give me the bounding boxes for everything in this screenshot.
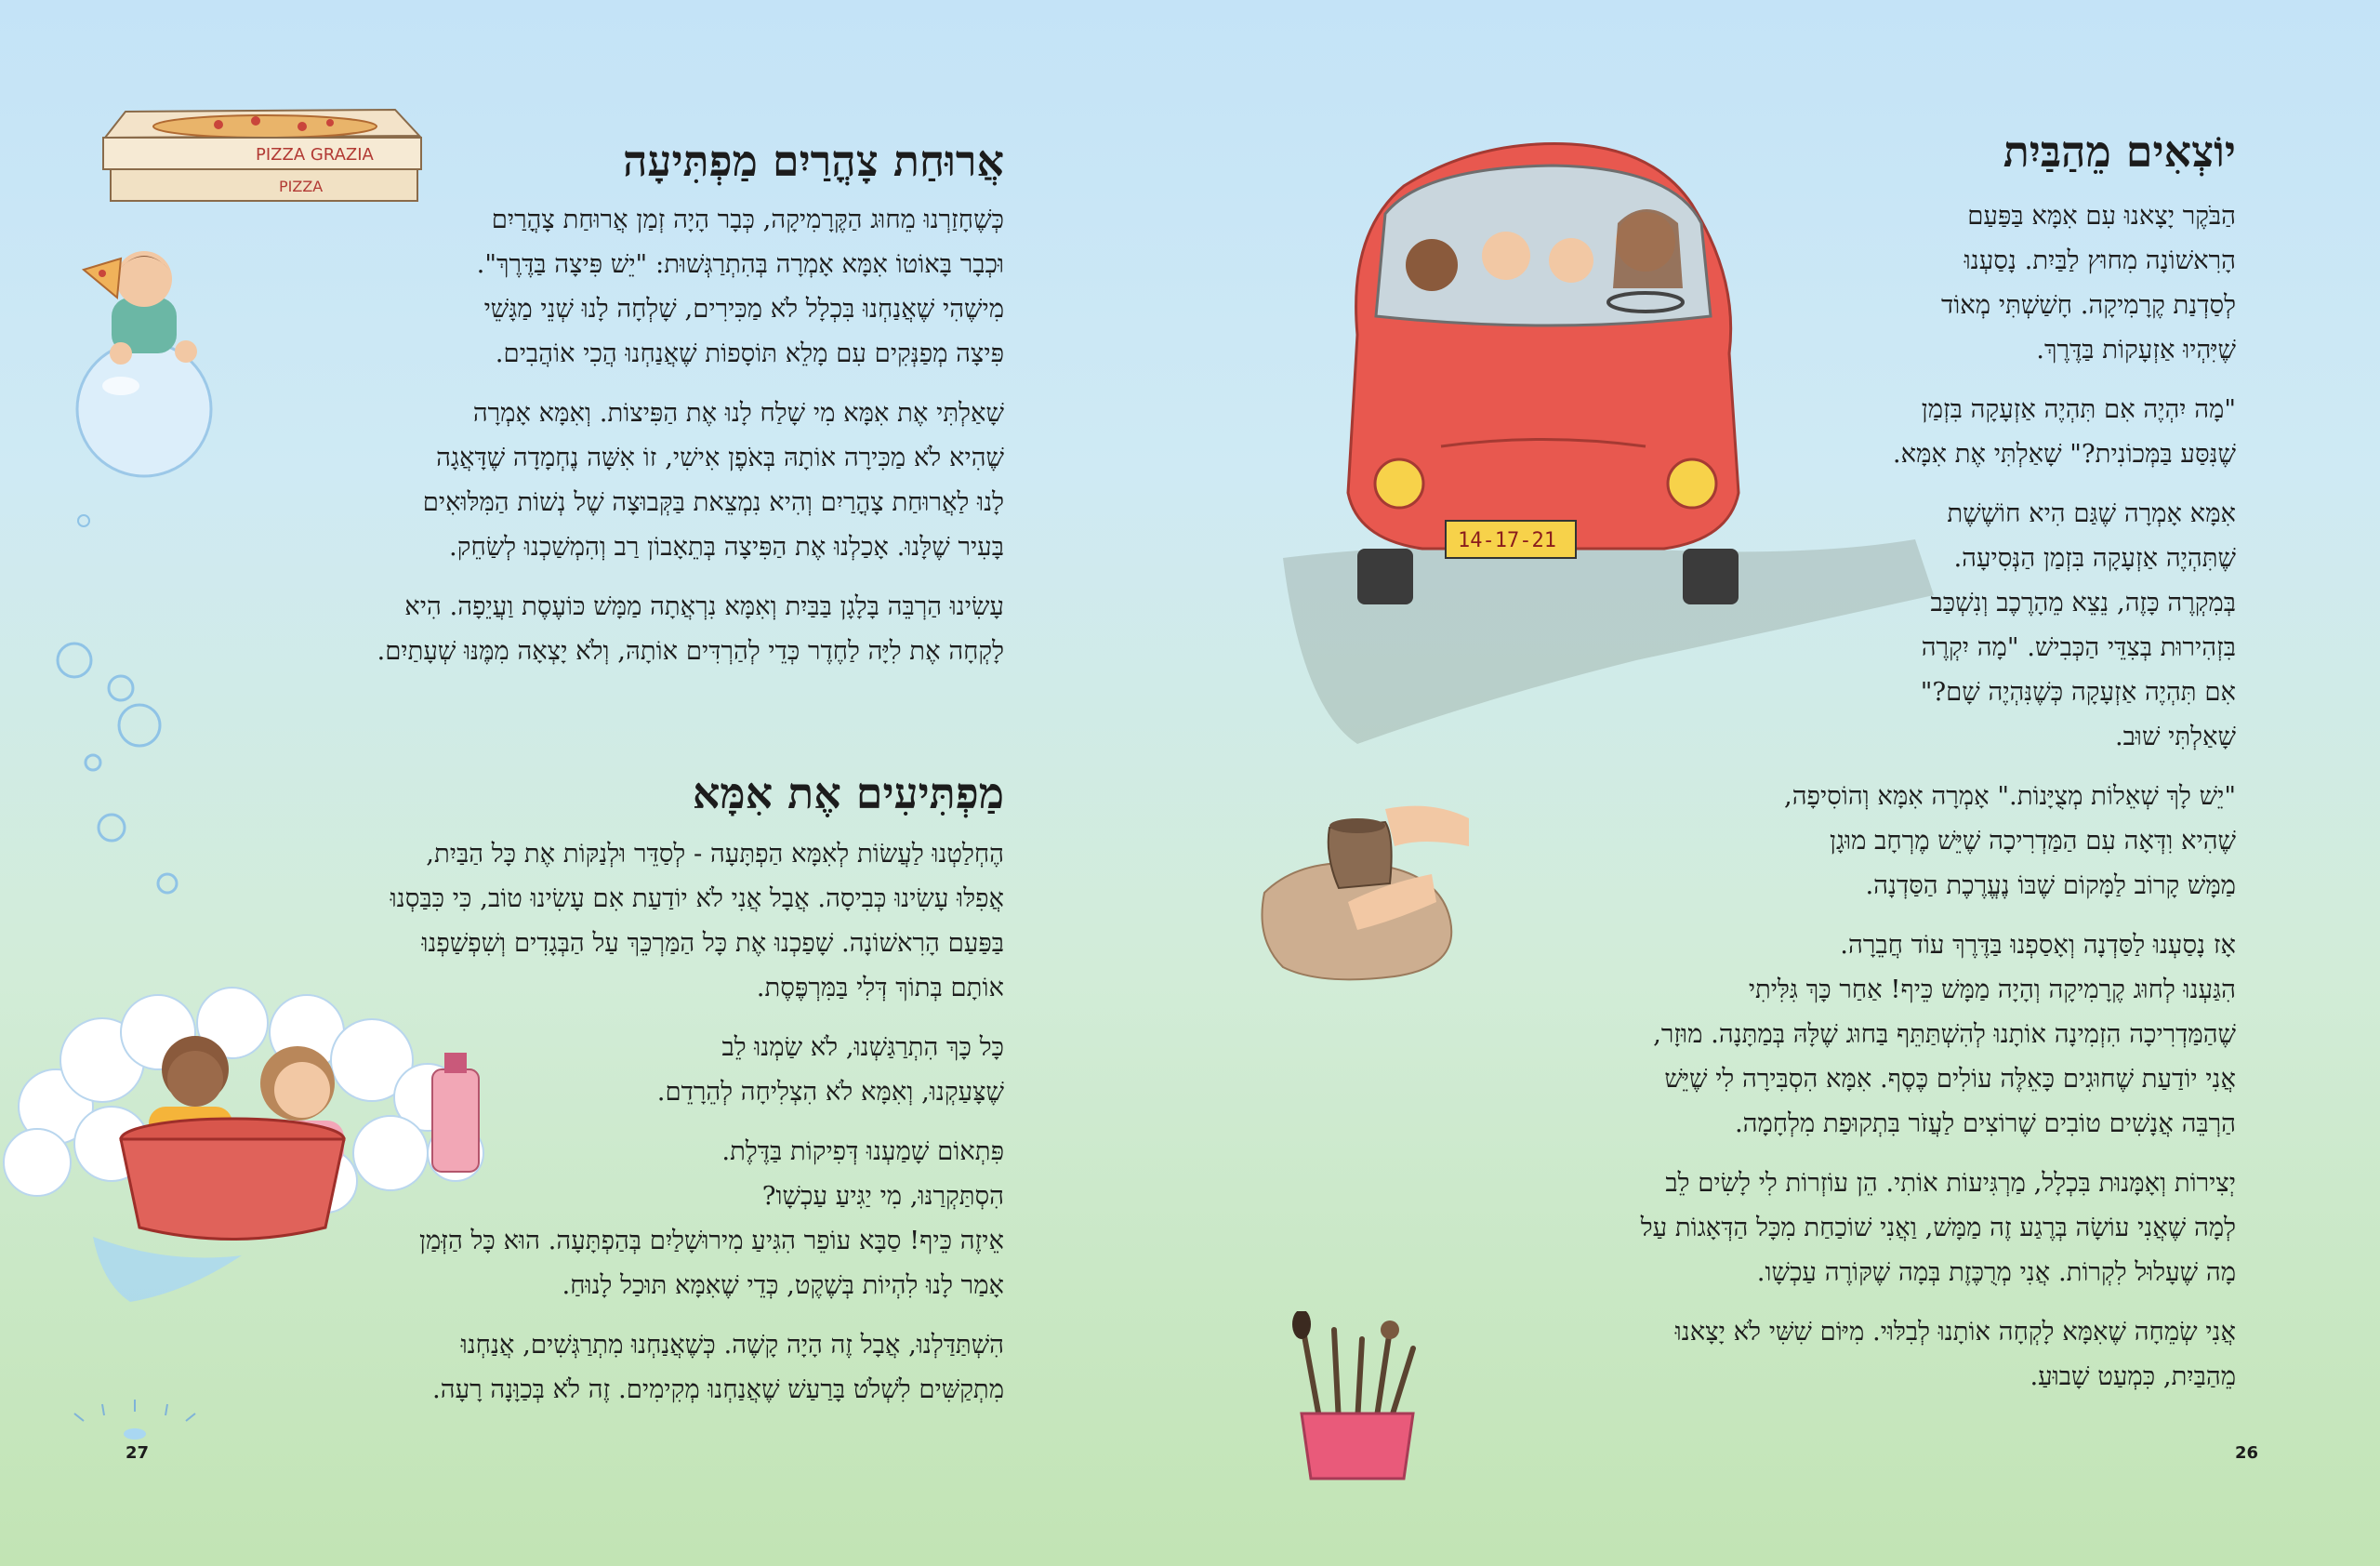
pizza-box-label-1: PIZZA GRAZIA bbox=[256, 145, 374, 165]
text-line: לְסַדְנַת קֶרָמִיקָה. חָשַׁשְׁתִּי מְאוֹד bbox=[1941, 290, 2236, 320]
text-line: שֶׁתִּהְיֶה אַזְעָקָה בִּזְמַן הַנְּסִיעָה. bbox=[1953, 543, 2236, 573]
text-line: עָשִׂינוּ הַרְבֵּה בָּלָגָן בַּבַּיִת וְאִמָּא נִרְאֲתָה מַמָּשׁ כּוֹעֶסֶת וַעֲיֵפָה. הִיא bbox=[404, 591, 1004, 621]
text-line: הַרְבֵּה אֲנָשִׁים טוֹבִים שֶׁרוֹצִים לַעֲזֹר בִּתְקוּפַת מִלְחָמָה. bbox=[1734, 1108, 2236, 1138]
paragraph bbox=[1306, 387, 2236, 476]
text-line: פִּתְאוֹם שָׁמַעְנוּ דְּפִיקוֹת בַּדֶּלֶת. bbox=[721, 1136, 1004, 1166]
text-line: אִם תִּהְיֶה אַזְעָקָה כְּשֶׁנִּהְיֶה שָׁם?" bbox=[1920, 677, 2236, 707]
pizza-box-label-2: PIZZA bbox=[279, 178, 324, 195]
paragraph bbox=[1306, 1309, 2236, 1399]
text-line: הֶחְלַטְנוּ לַעֲשׂוֹת לְאִמָּא הַפְתָּעָה - לְסַדֵּר וּלְנַקּוֹת אֶת כָּל הַבַּיִת, bbox=[426, 839, 1004, 869]
text-line: אֵיזֶה כֵּיף! סַבָּא עוֹפֵר הִגִּיעַ מִירוּשָׁלַיִם בְּהַפְתָּעָה. הוּא כָּל הַזְּמַן bbox=[419, 1226, 1004, 1255]
paragraph bbox=[149, 391, 1004, 569]
text-line: הִסְתַּקְרַנּוּ, מִי יַגִּיעַ עַכְשָׁו? bbox=[761, 1181, 1004, 1211]
paragraph bbox=[1306, 922, 2236, 1146]
paragraph bbox=[112, 831, 1004, 1010]
paragraph bbox=[1306, 774, 2236, 908]
paragraph bbox=[149, 584, 1004, 673]
text-line: מֵהַבַּיִת, כִּמְעַט שָׁבוּעַ. bbox=[2030, 1361, 2236, 1391]
text-line: הִגַּעְנוּ לְחוּג קֶרָמִיקָה וְהָיָה מַמָּשׁ כֵּיף! אַחַר כָּךְ גִּלִּיתִי bbox=[1748, 975, 2236, 1004]
text-line: "מָה יִהְיֶה אִם תִּהְיֶה אַזְעָקָה בִּזְמַן bbox=[1921, 394, 2236, 424]
text-line: שֶׁנִּסַּע בַּמְּכוֹנִית?" שָׁאַלְתִּי אֶת אִמָּא. bbox=[1892, 439, 2236, 469]
text-line: שֶׁיִּהְיוּ אַזְעָקוֹת בַּדֶּרֶךְ. bbox=[2036, 335, 2236, 365]
section-surprise-title: מַפְתִּיעִים אֶת אִמָּא bbox=[692, 768, 1004, 818]
text-line: אִמָּא אָמְרָה שֶׁגַּם הִיא חוֹשֶׁשֶׁת bbox=[1947, 498, 2236, 528]
text-line: הָרִאשׁוֹנָה מִחוּץ לַבַּיִת. נָסַעְנוּ bbox=[1964, 246, 2236, 275]
text-line: מָה שֶׁעָלוּל לִקְרוֹת. אֲנִי מְרֻכֶּזֶת בְּמָה שֶׁקּוֹרֶה עַכְשָׁו. bbox=[1756, 1257, 2236, 1287]
text-line: מִישֶׁהִי שֶׁאֲנַחְנוּ בִּכְלָל לֹא מַכִּירִים, שָׁלְחָה לָנוּ שְׁנֵי מַגָּשֵׁי bbox=[483, 294, 1004, 324]
text-line: בְּמִקְרֶה כָּזֶה, נֵצֵא מֵהָרֶכֶב וְנִשְׁכַּב bbox=[1930, 588, 2236, 617]
text-line: וּכְבָר בָּאוֹטוֹ אִמָּא אָמְרָה בְּהִתְרַגְּשׁוּת: "יֵשׁ פִּיצָה בַּדֶּרֶךְ". bbox=[476, 249, 1004, 279]
paragraph bbox=[149, 197, 1004, 376]
text-line: לָקְחָה אֶת לִיָּה לַחֶדֶר כְּדֵי לְהַרְדִּים אוֹתָהּ, וְלֹא יָצְאָה מִמֶּנּוּ שְׁעָתַיִם. bbox=[377, 636, 1004, 666]
paragraph bbox=[1306, 193, 2236, 372]
page-number-right: 26 bbox=[2235, 1443, 2259, 1463]
section-surprise bbox=[112, 764, 1004, 1427]
text-line: שֶׁצָּעַקְנוּ, וְאִמָּא לֹא הִצְלִיחָה לְהֵרָדֵם. bbox=[656, 1077, 1004, 1107]
page-number-left: 27 bbox=[126, 1443, 150, 1463]
section-lunch-body bbox=[149, 197, 1004, 673]
text-line: כָּל כָּךְ הִתְרַגַּשְׁנוּ, לֹא שַׂמְנוּ לֵב bbox=[721, 1032, 1004, 1062]
section-surprise-body bbox=[112, 831, 1004, 1412]
text-line: "יֵשׁ לָךְ שְׁאֵלוֹת מְצֻיָּנוֹת." אָמְרָה אִמָּא וְהוֹסִיפָה, bbox=[1783, 781, 2236, 811]
text-line: יְצִירוֹת וְאָמָּנוּת בִּכְלָל, מַרְגִּיעוֹת אוֹתִי. הֵן עוֹזְרוֹת לִי לָשִׂים לֵב bbox=[1665, 1168, 2236, 1198]
text-line: לָנוּ לַאֲרוּחַת צָהֳרַיִם וְהִיא נִמְצֵאת בַּקְּבוּצָה שֶׁל נְשׁוֹת הַמִּלּוּאִים bbox=[422, 487, 1004, 517]
text-line: שֶׁהִיא לֹא מַכִּירָה אוֹתָהּ בְּאֹפֶן אִישִׁי, זוֹ אִשָּׁה נֶחְמָדָה שֶׁדָּאֲגָה bbox=[436, 443, 1004, 472]
section-leaving-home-body bbox=[1306, 193, 2236, 1399]
text-line: הִשְׁתַּדַּלְנוּ, אֲבָל זֶה הָיָה קָשֶׁה. כְּשֶׁאֲנַחְנוּ מִתְרַגְּשִׁים, אֲנַחְנוּ bbox=[460, 1330, 1004, 1360]
text-line: אֲנִי שְׂמֵחָה שֶׁאִמָּא לָקְחָה אוֹתָנוּ לְבִלּוּי. מִיּוֹם שִׁשִּׁי לֹא יָצָאנוּ bbox=[1674, 1317, 2236, 1347]
text-line: אָז נָסַעְנוּ לַסַּדְנָה וְאָסַפְנוּ בַּדֶּרֶךְ עוֹד חֲבֵרָה. bbox=[1840, 930, 2236, 960]
text-line: שָׁאַלְתִּי אֶת אִמָּא מִי שָׁלַח לָנוּ אֶת הַפִּיצוֹת. וְאִמָּא אָמְרָה bbox=[472, 398, 1004, 428]
paragraph bbox=[112, 1129, 1004, 1307]
text-line: כְּשֶׁחָזַרְנוּ מֵחוּג הַקֶּרָמִיקָה, כְּבָר הָיָה זְמַן אֲרוּחַת צָהֳרַיִם bbox=[491, 205, 1004, 234]
text-line: מַמָּשׁ קָרוֹב לַמָּקוֹם שֶׁבּוֹ נֶעֱרֶכֶת הַסַּדְנָה. bbox=[1865, 870, 2236, 900]
text-line: בִּזְהִירוּת בְּצִדֵּי הַכְּבִישׁ. "מָה יִקְרֶה bbox=[1921, 632, 2236, 662]
paragraph bbox=[1306, 491, 2236, 759]
paragraph bbox=[112, 1322, 1004, 1412]
text-line: שֶׁהִיא וִדְּאָה עִם הַמַּדְרִיכָה שֶׁיֵּשׁ מֶרְחָב מוּגָן bbox=[1830, 826, 2236, 856]
text-line: בַּפַּעַם הָרִאשׁוֹנָה. שָׁפַכְנוּ אֶת כָּל הַמַּרְכֵּךְ עַל הַבְּגָדִים וְשִׁפְשַׁפְנוּ bbox=[421, 928, 1004, 958]
paragraph bbox=[1306, 1161, 2236, 1294]
section-lunch bbox=[149, 132, 1004, 688]
text-line: אֲנִי יוֹדַעַת שֶׁחוּגִים כָּאֵלֶּה עוֹלִים כֶּסֶף. אִמָּא הִסְבִּירָה לִי שֶׁיֵּשׁ bbox=[1664, 1064, 2236, 1094]
text-line: פִּיצָה מְפַנְּקִים עִם מָלֵא תּוֹסָפוֹת שֶׁאֲנַחְנוּ הֲכִי אוֹהֲבִים. bbox=[495, 338, 1004, 368]
paragraph bbox=[112, 1025, 1004, 1114]
license-plate-text: 14-17-21 bbox=[1458, 529, 1556, 552]
section-leaving-home bbox=[1306, 123, 2236, 1413]
section-leaving-home-title: יוֹצְאִים מֵהַבַּיִת bbox=[2003, 126, 2236, 177]
text-line: הַבֹּקֶר יָצָאנוּ עִם אִמָּא בַּפַּעַם bbox=[1967, 201, 2236, 231]
text-line: אוֹתָם בְּתוֹךְ דְּלִי בַּמִּרְפֶּסֶת. bbox=[756, 973, 1004, 1002]
text-line: שָׁאַלְתִּי שׁוּב. bbox=[2114, 722, 2236, 751]
section-lunch-title: אֲרוּחַת צָהֳרַיִם מַפְתִּיעָה bbox=[622, 136, 1004, 186]
text-line: אָמַר לָנוּ לִהְיוֹת בְּשֶׁקֶט, כְּדֵי שֶׁאִמָּא תּוּכַל לָנוּחַ. bbox=[562, 1270, 1004, 1300]
text-line: שֶׁהַמַּדְרִיכָה הִזְמִינָה אוֹתָנוּ לְהִשְׁתַּתֵּף בַּחוּג שֶׁלָּהּ בְּמַתָּנָה. מוּזָר, bbox=[1653, 1019, 2236, 1049]
text-line: לְמָה שֶׁאֲנִי עוֹשָׂה בְּרֶגַע זֶה מַמָּשׁ, וַאֲנִי שׁוֹכַחַת מִכָּל הַדְּאָגוֹת עַל bbox=[1640, 1213, 2236, 1242]
text-line: בָּעִיר שֶׁלָּנוּ. אָכַלְנוּ אֶת הַפִּיצָה בְּתֵאָבוֹן רַב וְהִמְשַׁכְנוּ לְשַׂחֵק. bbox=[449, 532, 1004, 562]
text-line: מִתְקַשִּׁים לִשְׁלֹט בָּרַעַשׁ שֶׁאֲנַחְנוּ מְקִימִים. זֶה לֹא בְּכַוָּנָה רָעָה. bbox=[432, 1374, 1004, 1404]
right-page bbox=[1190, 0, 2380, 1566]
text-line: אֲפִלּוּ עָשִׂינוּ כְּבִיסָה. אֲבָל אֲנִי לֹא יוֹדַעַת אִם עָשִׂינוּ טוֹב, כִּי כִּבַּסְנוּ bbox=[390, 883, 1004, 913]
